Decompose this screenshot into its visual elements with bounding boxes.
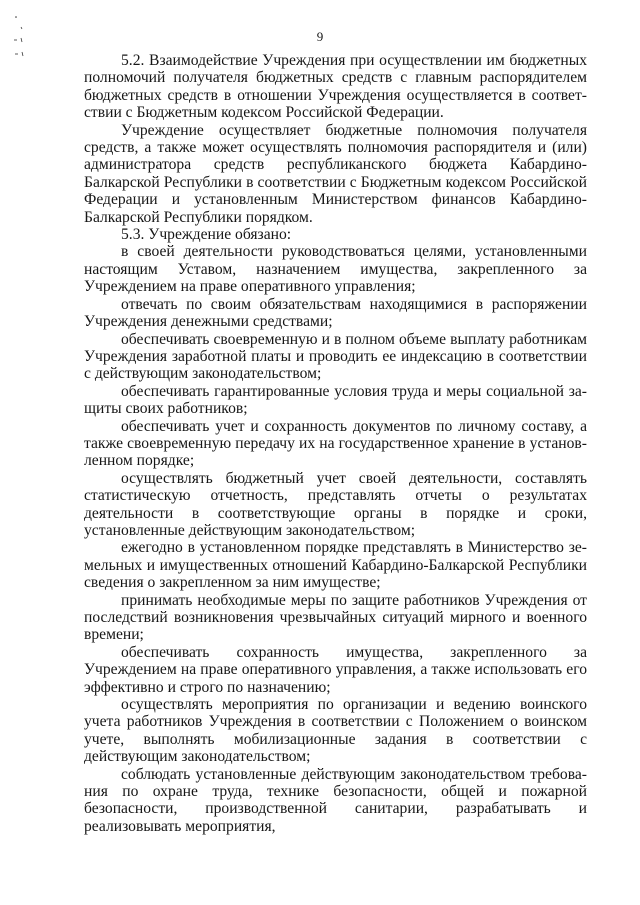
document-body xyxy=(84,52,587,835)
obligation-item: обеспечивать гарантированные условия труда и меры социальной защиты своих работников; xyxy=(84,382,587,418)
obligation-item: обеспечивать сохранность имущества, закрепленного за Учреждением на праве оперативного управления, а также использовать его эффективно и строго по назначению; xyxy=(84,643,587,696)
paragraph-5-3-heading: 5.3. Учреждение обязано: xyxy=(121,226,292,244)
obligation-item: обеспечивать своевременную и в полном объеме выплату работникам Учреждения заработной платы и проводить ее индексацию в соответствии с действующим законодательством; xyxy=(84,330,587,383)
page-number: 9 xyxy=(316,29,324,44)
obligation-item: осуществлять бюджетный учет своей деятельности, составлять статистическую отчетность, представлять отчеты о результатах деятельности в соответствующие органы в порядке и сроки, установленные действующим законодательством; xyxy=(84,469,587,539)
obligation-item: отвечать по своим обязательствам находящимися в распоряжении Учреждения денежными средствами; xyxy=(84,295,587,331)
obligation-item: обеспечивать учет и сохранность документов по личному составу, а также своевременную передачу их на государственное хранение в установленном порядке; xyxy=(84,417,587,470)
obligation-item: соблюдать установленные действующим законодательством требования по охране труда, технике безопасности, общей и пожарной безопасности, производственной санитарии, разрабатывать и реализовывать мероприятия, xyxy=(84,765,587,835)
paragraph-5-2: 5.2. Взаимодействие Учреждения при осуществлении им бюджетных полномочий получателя бюджетных средств с главным распорядителем бюджетных средств в отношении Учреждения осуществляется в соответствии с Бюджетным кодексом Российской Федерации. xyxy=(84,52,587,122)
obligation-item: ежегодно в установленном порядке представлять в Министерство земельных и имущественных отношений Кабардино-Балкарской Республики сведения о закрепленном за ним имуществе; xyxy=(84,539,587,592)
paragraph-budget-powers: Учреждение осуществляет бюджетные полномочия получателя средств, а также может осуществлять полномочия распорядителя и (или) администратора средств республиканского бюджета Кабардино-Балкарской Республики в соответствии с Бюджетным кодексом Российской Федерации и установленным Министерством финансов Кабардино-Балкарской Республики порядком. xyxy=(84,121,587,226)
obligation-item: в своей деятельности руководствоваться целями, установленными настоящим Уставом, назначением имущества, закрепленного за Учреждением на праве оперативного управления; xyxy=(84,243,587,296)
obligation-item: принимать необходимые меры по защите работников Учреждения от последствий возникновения чрезвычайных ситуаций мирного и военного времени; xyxy=(84,591,587,644)
obligation-item: осуществлять мероприятия по организации и ведению воинского учета работников Учреждения в соответствии с Положением о воинском учете, выполнять мобилизационные задания в соответствии с действующим законодательством; xyxy=(84,696,587,766)
